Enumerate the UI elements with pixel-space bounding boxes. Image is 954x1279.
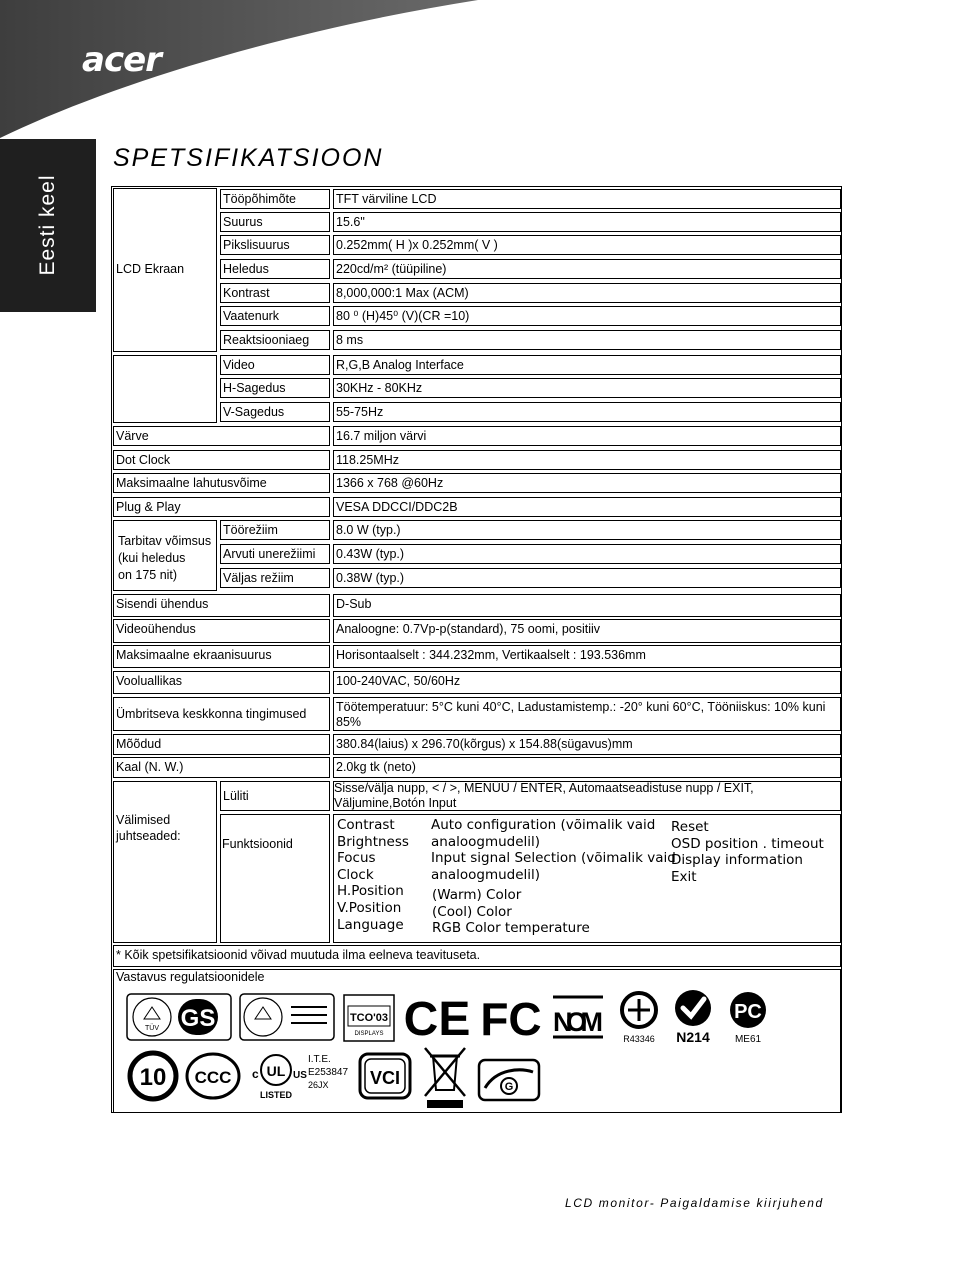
spec-value: 380.84(laius) x 296.70(kõrgus) x 154.88(sügavus)mm bbox=[336, 737, 633, 751]
switch-value: Väljumine,Botón Input bbox=[334, 796, 457, 810]
acer-logo: acer bbox=[82, 40, 161, 80]
spec-label: Plug & Play bbox=[116, 500, 181, 514]
function-item: (Warm) Color bbox=[432, 887, 522, 903]
function-item: V.Position bbox=[337, 899, 402, 916]
svg-text:TCO'03: TCO'03 bbox=[349, 1012, 389, 1024]
spec-value: Töötemperatuur: 5°C kuni 40°C, Ladustamistemp.: -20° kuni 60°C, Tööniiskus: 10% kuni 85% bbox=[336, 700, 826, 729]
svg-text:N214: N214 bbox=[676, 1029, 710, 1045]
china-rohs-10-icon bbox=[126, 1050, 180, 1102]
spec-label: Maksimaalne ekraanisuurus bbox=[116, 648, 272, 662]
spec-value: 100-240VAC, 50/60Hz bbox=[336, 674, 461, 688]
svg-text:LISTED: LISTED bbox=[259, 1090, 293, 1100]
language-tab-label: Eesti keel bbox=[36, 174, 59, 276]
spec-value-cell bbox=[333, 568, 841, 588]
spec-value: 16.7 miljon värvi bbox=[336, 429, 427, 443]
svg-text:UL: UL bbox=[266, 1063, 286, 1079]
spec-label: Suurus bbox=[223, 215, 263, 229]
spec-value-cell bbox=[333, 594, 841, 617]
spec-value: 8,000,000:1 Max (ACM) bbox=[336, 286, 469, 300]
spec-label: Mõõdud bbox=[116, 737, 162, 751]
svg-text:26JX: 26JX bbox=[308, 1080, 329, 1090]
spec-note: * Kõik spetsifikatsioonid võivad muutuda ilma eelneva teavituseta. bbox=[116, 948, 481, 962]
page-title: SPETSIFIKATSIOON bbox=[113, 144, 384, 172]
function-item: Auto configuration (võimalik vaid bbox=[431, 817, 656, 833]
spec-value: Horisontaalselt : 344.232mm, Vertikaalselt : 193.536mm bbox=[336, 648, 646, 662]
spec-value-cell bbox=[333, 544, 841, 564]
pct-mark-icon bbox=[721, 990, 775, 1046]
spec-label: Pikslisuurus bbox=[223, 238, 290, 252]
spec-value-cell bbox=[333, 212, 841, 232]
tuv-ergonomics-mark-icon bbox=[239, 993, 335, 1041]
spec-value: 8 ms bbox=[336, 333, 364, 347]
function-item: H.Position bbox=[337, 883, 404, 900]
svg-text:VCI: VCI bbox=[369, 1068, 401, 1088]
spec-label: Vooluallikas bbox=[116, 674, 183, 688]
spec-label: Maksimaalne lahutusvõime bbox=[116, 476, 267, 490]
svg-text:E253847: E253847 bbox=[308, 1067, 348, 1078]
spec-value: 0.252mm( H )x 0.252mm( V ) bbox=[336, 238, 498, 252]
spec-label: Sisendi ühendus bbox=[116, 597, 209, 611]
ctick-mark-icon bbox=[668, 988, 718, 1046]
svg-text:R43346: R43346 bbox=[623, 1034, 655, 1044]
language-tab bbox=[0, 139, 96, 312]
function-item: OSD position . timeout bbox=[671, 835, 824, 852]
function-item: (Cool) Color bbox=[432, 903, 512, 920]
svg-text:US: US bbox=[293, 1070, 307, 1081]
switch-value: Sisse/välja nupp, < / >, MENÜÜ / ENTER, Automaatseadistuse nupp / EXIT, bbox=[334, 781, 754, 795]
spec-value: R,G,B Analog Interface bbox=[336, 358, 464, 372]
nom-mark-icon bbox=[551, 995, 605, 1039]
spec-table bbox=[111, 186, 842, 1113]
spec-value-cell bbox=[333, 402, 841, 422]
svg-text:CCC: CCC bbox=[194, 1068, 232, 1087]
ul-listed-mark-icon bbox=[248, 1046, 348, 1102]
function-item: Input signal Selection (võimalik vaid bbox=[431, 850, 676, 867]
power-group-label: on 175 nit) bbox=[118, 568, 178, 582]
spec-label: Kontrast bbox=[223, 286, 270, 300]
spec-label: Arvuti unerežiimi bbox=[223, 547, 316, 561]
svg-text:CE: CE bbox=[404, 993, 470, 1041]
functions-column-2b bbox=[432, 887, 590, 937]
spec-label: H-Sagedus bbox=[223, 381, 286, 395]
function-item: Contrast bbox=[337, 817, 395, 833]
function-item: Reset bbox=[671, 819, 709, 835]
svg-text:FC: FC bbox=[480, 993, 542, 1041]
signal-group-cell bbox=[113, 355, 217, 423]
gost-mark-icon bbox=[614, 990, 664, 1046]
controls-group-label: juhtseaded: bbox=[116, 829, 181, 843]
spec-label: Töörežiim bbox=[223, 523, 278, 537]
functions-column-2a bbox=[431, 817, 676, 883]
svg-text:GS: GS bbox=[180, 1005, 216, 1032]
spec-value-cell bbox=[333, 330, 841, 350]
svg-text:NOM: NOM bbox=[553, 1007, 603, 1037]
controls-group-cell bbox=[113, 781, 217, 943]
spec-value: 0.43W (typ.) bbox=[336, 547, 405, 561]
spec-value: Analoogne: 0.7Vp-p(standard), 75 oomi, positiiv bbox=[336, 622, 601, 636]
power-group-label: (kui heledus bbox=[118, 551, 186, 565]
functions-label: Funktsioonid bbox=[222, 837, 293, 851]
spec-value: 1366 x 768 @60Hz bbox=[336, 476, 444, 490]
spec-value: TFT värviline LCD bbox=[336, 192, 437, 206]
spec-label: Video bbox=[223, 358, 255, 372]
spec-value: D-Sub bbox=[336, 597, 372, 611]
spec-value: 30KHz - 80KHz bbox=[336, 381, 423, 395]
spec-value: 118.25MHz bbox=[336, 453, 399, 467]
spec-value: 8.0 W (typ.) bbox=[336, 523, 401, 537]
vcci-mark-icon bbox=[358, 1052, 412, 1100]
spec-label: Heledus bbox=[223, 262, 269, 276]
svg-text:c: c bbox=[252, 1067, 259, 1081]
spec-label: Tööpõhimõte bbox=[223, 192, 296, 206]
spec-label: Väljas režiim bbox=[223, 571, 294, 585]
svg-text:DISPLAYS: DISPLAYS bbox=[354, 1031, 384, 1037]
function-item: analoogmudelil) bbox=[431, 866, 541, 883]
spec-value: 55-75Hz bbox=[336, 405, 384, 419]
spec-label: Dot Clock bbox=[116, 453, 171, 467]
spec-value: VESA DDCCI/DDC2B bbox=[336, 500, 458, 514]
spec-label: Reaktsiooniaeg bbox=[223, 333, 310, 347]
fcc-mark-icon bbox=[478, 993, 544, 1041]
svg-text:TÜV: TÜV bbox=[145, 1025, 159, 1032]
ccc-mark-icon bbox=[185, 1052, 241, 1100]
function-item: RGB Color temperature bbox=[432, 920, 590, 937]
tco03-mark-icon bbox=[343, 994, 395, 1042]
spec-value: 0.38W (typ.) bbox=[336, 571, 405, 585]
g-mark-icon bbox=[477, 1058, 541, 1102]
controls-group-label: Välimised bbox=[116, 813, 171, 827]
spec-value-cell bbox=[333, 450, 841, 470]
svg-text:I.T.E.: I.T.E. bbox=[308, 1054, 331, 1065]
function-item: Brightness bbox=[337, 833, 409, 850]
svg-text:PC: PC bbox=[734, 1001, 762, 1023]
functions-column-1 bbox=[337, 817, 409, 933]
spec-label: Vaatenurk bbox=[223, 309, 280, 323]
spec-label-cell bbox=[220, 814, 330, 943]
spec-value: 2.0kg tk (neto) bbox=[336, 760, 416, 774]
switch-label: Lüliti bbox=[223, 789, 249, 803]
spec-label: Ümbritseva keskkonna tingimused bbox=[116, 707, 307, 721]
power-group-label: Tarbitav võimsus bbox=[118, 534, 212, 548]
footer-caption: LCD monitor- Paigaldamise kiirjuhend bbox=[565, 1196, 824, 1210]
spec-label: Kaal (N. W.) bbox=[116, 760, 184, 774]
lcd-group-label: LCD Ekraan bbox=[116, 262, 185, 276]
function-item: Clock bbox=[337, 866, 374, 883]
function-item: Focus bbox=[337, 850, 376, 867]
regulatory-label: Vastavus regulatsioonidele bbox=[116, 970, 265, 984]
ce-mark-icon bbox=[404, 993, 470, 1041]
function-item: Exit bbox=[671, 868, 697, 885]
functions-column-3 bbox=[671, 819, 824, 885]
svg-text:G: G bbox=[504, 1081, 514, 1093]
function-item: Language bbox=[337, 916, 404, 933]
spec-label: Värve bbox=[116, 429, 149, 443]
spec-label: V-Sagedus bbox=[223, 405, 285, 419]
weee-bin-icon bbox=[421, 1044, 469, 1110]
function-item: Display information bbox=[671, 852, 803, 869]
svg-text:ME61: ME61 bbox=[734, 1034, 762, 1045]
spec-label: Videoühendus bbox=[116, 622, 196, 636]
tuv-gs-mark-icon bbox=[126, 993, 232, 1041]
spec-value-cell bbox=[333, 520, 841, 540]
spec-value: 80 ⁰ (H)45⁰ (V)(CR =10) bbox=[336, 309, 470, 323]
spec-value: 220cd/m² (tüüpiline) bbox=[336, 262, 447, 276]
spec-value: 15.6" bbox=[336, 215, 365, 229]
svg-text:10: 10 bbox=[139, 1064, 167, 1091]
function-item: analoogmudelil) bbox=[431, 833, 541, 850]
